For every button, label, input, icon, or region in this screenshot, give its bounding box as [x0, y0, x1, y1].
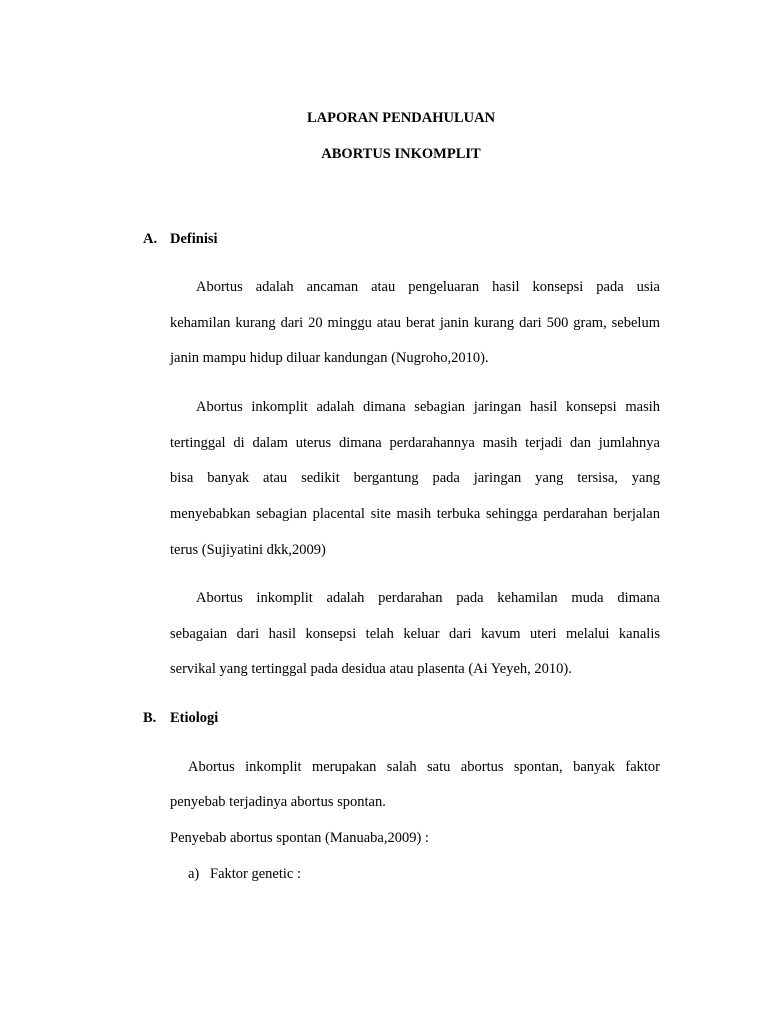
- section-number: B.: [143, 710, 157, 726]
- paragraph-line: servikal yang tertinggal pada desidua atau plasenta (Ai Yeyeh, 2010).: [170, 661, 572, 677]
- section-number: A.: [143, 231, 158, 247]
- list-item: [188, 866, 301, 883]
- section-heading-definisi: [143, 231, 218, 248]
- paragraph-line: Abortus inkomplit adalah dimana sebagian jaringan hasil konsepsi masih: [196, 399, 660, 415]
- document-title: LAPORAN PENDAHULUAN: [306, 110, 496, 126]
- section-heading-etiologi: [143, 710, 218, 727]
- section-title: Definisi: [170, 231, 218, 247]
- paragraph-line: bisa banyak atau sedikit bergantung pada jaringan yang tersisa, yang: [170, 470, 660, 486]
- paragraph-line: sebagaian dari hasil konsepsi telah keluar dari kavum uteri melalui kanalis: [170, 626, 660, 642]
- cause-intro: Penyebab abortus spontan (Manuaba,2009) :: [170, 830, 429, 846]
- list-marker: a): [188, 866, 200, 882]
- paragraph-line: kehamilan kurang dari 20 minggu atau berat janin kurang dari 500 gram, sebelum: [170, 315, 660, 331]
- paragraph-line: Abortus inkomplit adalah perdarahan pada kehamilan muda dimana: [196, 590, 660, 606]
- paragraph-line: Abortus inkomplit merupakan salah satu abortus spontan, banyak faktor: [188, 759, 660, 775]
- paragraph-line: terus (Sujiyatini dkk,2009): [170, 542, 326, 558]
- paragraph-line: tertinggal di dalam uterus dimana perdarahannya masih terjadi dan jumlahnya: [170, 435, 660, 451]
- list-item-text: Faktor genetic :: [210, 866, 302, 882]
- paragraph-line: menyebabkan sebagian placental site masih terbuka sehingga perdarahan berjalan: [170, 506, 660, 522]
- paragraph-line: janin mampu hidup diluar kandungan (Nugroho,2010).: [170, 350, 489, 366]
- document-subtitle: ABORTUS INKOMPLIT: [321, 146, 481, 162]
- section-title: Etiologi: [170, 710, 219, 726]
- paragraph-line: Abortus adalah ancaman atau pengeluaran hasil konsepsi pada usia: [196, 279, 660, 295]
- paragraph-line: penyebab terjadinya abortus spontan.: [170, 794, 386, 810]
